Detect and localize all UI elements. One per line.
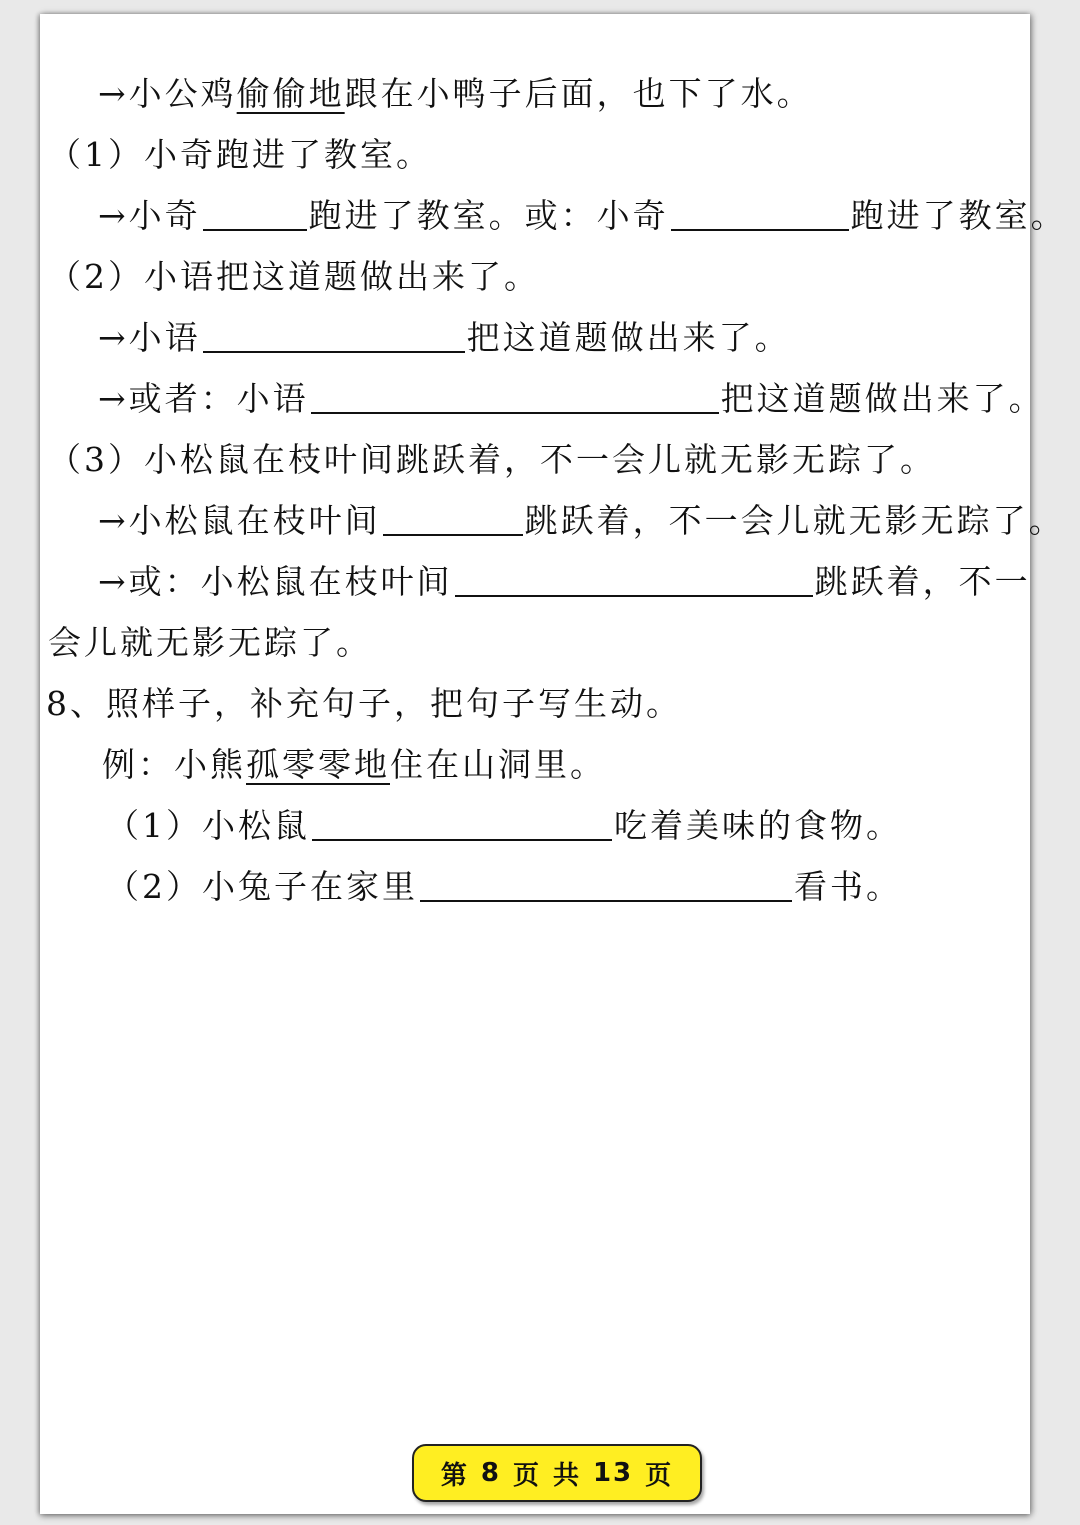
worksheet-page [40,14,1067,1514]
question-2-alt-answer-line [98,377,1045,421]
text-segment: 住在山洞里。 [390,745,606,784]
question-2-answer-line [98,316,791,360]
text-segment: →小语 [98,318,201,357]
question-1-answer-line [98,194,1067,238]
text-segment: →小松鼠在枝叶间 [98,501,381,540]
text-segment: （2）小兔子在家里 [106,867,418,906]
text-segment: 跟在小鸭子后面，也下了水。 [344,74,813,113]
answer-blank[interactable] [420,870,792,902]
example-answer-line [98,72,813,116]
answer-blank[interactable] [311,382,719,414]
section-8-example [102,743,606,787]
text-segment: 看书。 [794,867,902,906]
underlined-word: 孤零零地 [246,745,390,784]
text-segment: 跳跃着，不一会儿就无影无踪了。 [524,501,1065,540]
text-segment: 跳跃着，不一 [814,562,1031,601]
text-segment: 吃着美味的食物。 [614,806,902,845]
text-segment: 把这道题做出来了。 [720,379,1045,418]
text-segment: 跑进了教室。 [850,196,1067,235]
answer-blank[interactable] [312,809,612,841]
page-label-gong: 共 [552,1460,581,1491]
underlined-word: 偷偷地 [236,74,345,113]
question-3-alt-answer-continued: 会儿就无影无踪了。 [48,623,372,662]
answer-blank[interactable] [671,199,849,231]
section-8-heading: 8、照样子，补充句子，把句子写生动。 [46,684,682,723]
question-2-sentence: （2）小语把这道题做出来了。 [48,257,540,296]
text-segment: →小公鸡 [98,74,237,113]
text-segment: →小奇 [98,196,201,235]
question-1-sentence: （1）小奇跑进了教室。 [48,135,432,174]
current-page-number: 8 [480,1458,501,1488]
question-3-answer-line [98,499,1065,543]
question-3-alt-answer-line [98,560,1031,604]
text-segment: （1）小松鼠 [106,806,310,845]
answer-blank[interactable] [455,565,813,597]
question-3-sentence: （3）小松鼠在枝叶间跳跃着，不一会儿就无影无踪了。 [48,440,936,479]
answer-blank[interactable] [203,199,307,231]
page-label-ye-end: 页 [645,1460,674,1491]
page-number-badge [412,1444,702,1502]
page-label-ye: 页 [512,1460,541,1491]
text-segment: →或：小松鼠在枝叶间 [98,562,453,601]
answer-blank[interactable] [383,504,523,536]
page-label-di: 第 [440,1460,469,1491]
text-segment: 例：小熊 [102,745,246,784]
section-8-question-1 [106,804,902,848]
total-page-count: 13 [592,1458,634,1488]
text-segment: 跑进了教室。或：小奇 [308,196,669,235]
text-segment: 把这道题做出来了。 [466,318,791,357]
text-segment: →或者：小语 [98,379,309,418]
section-8-question-2 [106,865,902,909]
answer-blank[interactable] [203,321,465,353]
